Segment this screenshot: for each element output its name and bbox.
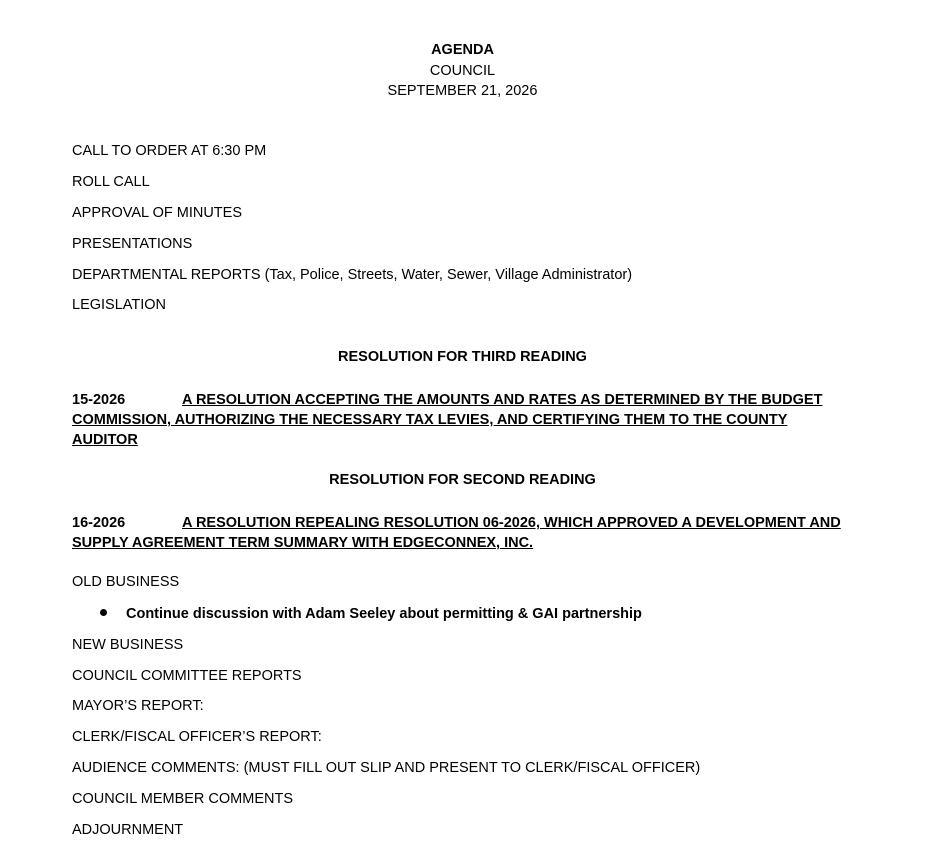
- agenda-item-departmental-reports: DEPARTMENTAL REPORTS (Tax, Police, Streets, Water, Sewer, Village Administrator): [72, 267, 633, 283]
- resolution-number: 16-2026: [72, 515, 126, 531]
- agenda-item-old-business: OLD BUSINESS: [72, 574, 180, 590]
- old-business-bullet-text: Continue discussion with Adam Seeley about permitting & GAI partnership: [126, 606, 642, 622]
- document-header: [0, 40, 925, 102]
- agenda-item-call-to-order: CALL TO ORDER AT 6:30 PM: [72, 143, 267, 159]
- resolution-text: A RESOLUTION ACCEPTING THE AMOUNTS AND RATES AS DETERMINED BY THE BUDGET COMMISSION, AUTHORIZING THE NECESSARY TAX LEVIES, AND CERTIFYING THEM TO THE COUNTY AUDITOR: [72, 392, 823, 448]
- agenda-item-council-member-comments: COUNCIL MEMBER COMMENTS: [72, 791, 293, 807]
- document-date: SEPTEMBER 21, 2026: [387, 83, 538, 99]
- agenda-item-presentations: PRESENTATIONS: [72, 236, 193, 252]
- agenda-item-adjournment: ADJOURNMENT: [72, 822, 184, 838]
- bullet-icon: [100, 609, 107, 616]
- agenda-item-legislation: LEGISLATION: [72, 297, 167, 313]
- resolution-15-2026: [72, 390, 852, 450]
- agenda-item-new-business: NEW BUSINESS: [72, 637, 184, 653]
- second-reading-heading: RESOLUTION FOR SECOND READING: [329, 472, 596, 488]
- agenda-item-council-committee-reports: COUNCIL COMMITTEE REPORTS: [72, 668, 302, 684]
- agenda-item-roll-call: ROLL CALL: [72, 174, 150, 190]
- agenda-item-clerk-fiscal-report: CLERK/FISCAL OFFICER’S REPORT:: [72, 729, 322, 745]
- resolution-16-2026: [72, 513, 852, 553]
- agenda-item-approval-of-minutes: APPROVAL OF MINUTES: [72, 205, 242, 221]
- agenda-item-audience-comments: AUDIENCE COMMENTS: (MUST FILL OUT SLIP AND PRESENT TO CLERK/FISCAL OFFICER): [72, 760, 701, 776]
- document-body-name: COUNCIL: [429, 62, 496, 79]
- old-business-bullet: [100, 606, 642, 622]
- agenda-item-mayors-report: MAYOR’S REPORT:: [72, 698, 204, 714]
- resolution-text: A RESOLUTION REPEALING RESOLUTION 06-2026, WHICH APPROVED A DEVELOPMENT AND SUPPLY AGREEMENT TERM SUMMARY WITH EDGECONNEX, INC.: [72, 515, 841, 551]
- document-title: AGENDA: [431, 42, 494, 58]
- third-reading-heading: RESOLUTION FOR THIRD READING: [338, 349, 587, 365]
- resolution-number: 15-2026: [72, 392, 126, 408]
